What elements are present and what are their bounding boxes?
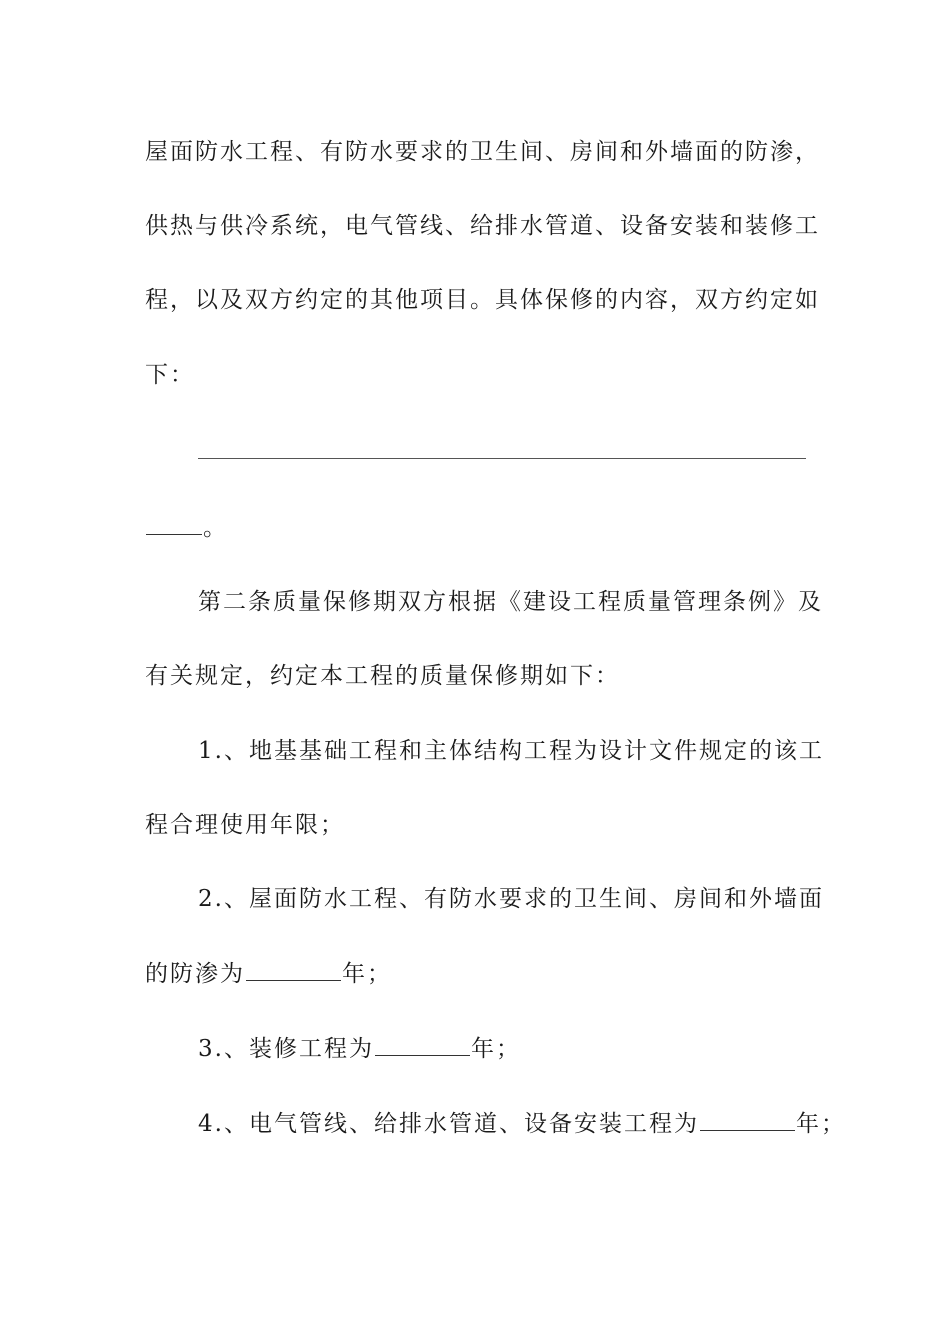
- fill-in-line-end: [145, 512, 228, 543]
- item4-prefix: 4.、电气管线、给排水管道、设备安装工程为: [198, 1111, 699, 1137]
- item2-line1: 2.、屋面防水工程、有防水要求的卫生间、房间和外墙面: [198, 886, 824, 912]
- item3-line: [198, 1033, 521, 1064]
- item4-line: [198, 1108, 846, 1139]
- item2-years-blank: [246, 958, 341, 981]
- item1-line2: 程合理使用年限；: [145, 812, 345, 838]
- paragraph1-line2: 供热与供冷系统，电气管线、给排水管道、设备安装和装修工: [145, 213, 820, 239]
- item3-suffix: 年；: [470, 1036, 521, 1062]
- paragraph1-line3: 程，以及双方约定的其他项目。具体保修的内容，双方约定如: [145, 287, 820, 313]
- item2-line2: [145, 958, 392, 989]
- item4-suffix: 年；: [795, 1111, 846, 1137]
- item3-years-blank: [375, 1033, 470, 1056]
- fill-in-blank: [146, 512, 202, 535]
- fill-in-rule: [198, 458, 806, 459]
- paragraph1-line4: 下：: [145, 362, 195, 388]
- article2-line1: 第二条质量保修期双方根据《建设工程质量管理条例》及: [198, 589, 823, 615]
- paragraph1-line1: 屋面防水工程、有防水要求的卫生间、房间和外墙面的防渗，: [145, 139, 820, 165]
- item1-line1: 1.、地基基础工程和主体结构工程为设计文件规定的该工: [198, 738, 824, 764]
- article2-line2: 有关规定，约定本工程的质量保修期如下：: [145, 663, 620, 689]
- item2-line2-prefix: 的防渗为: [145, 961, 245, 987]
- item3-prefix: 3.、装修工程为: [198, 1036, 374, 1062]
- item2-line2-suffix: 年；: [342, 961, 392, 987]
- item4-years-blank: [700, 1108, 795, 1131]
- fill-in-line-period: 。: [203, 515, 228, 541]
